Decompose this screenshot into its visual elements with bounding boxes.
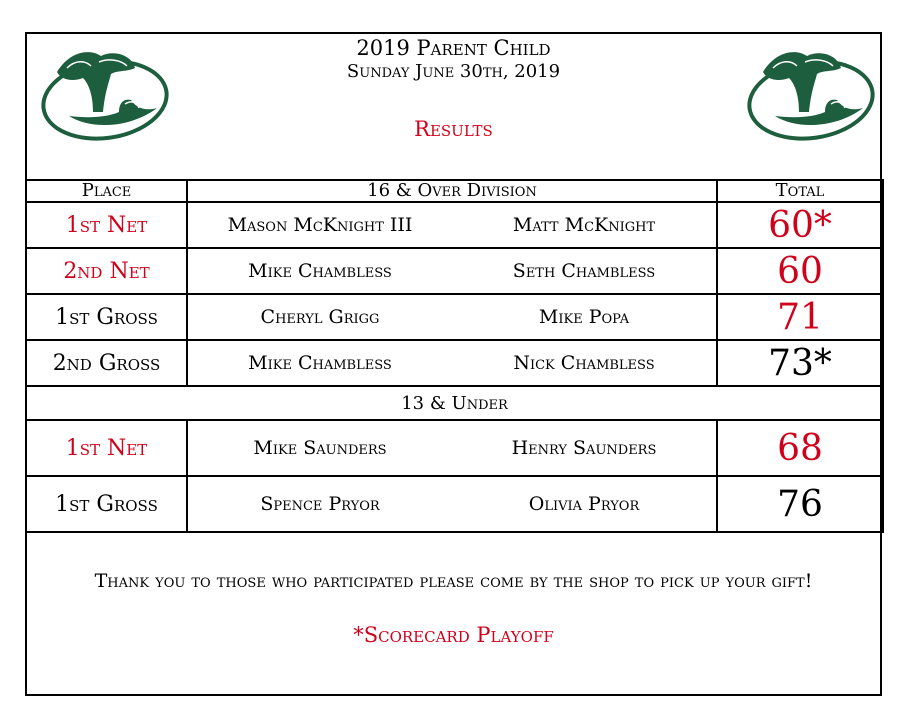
total-score: 71 <box>717 294 883 340</box>
results-heading: Results <box>414 117 493 141</box>
event-date: Sunday June 30th, 2019 <box>346 61 561 82</box>
column-header-place: Place <box>26 180 187 202</box>
parent-name: Mike Chambless <box>187 340 452 386</box>
place-cell: 1st Net <box>26 420 187 476</box>
total-score: 68 <box>717 420 883 476</box>
parent-name: Spence Pryor <box>187 476 452 532</box>
child-name: Nick Chambless <box>452 340 717 386</box>
child-name: Olivia Pryor <box>452 476 717 532</box>
child-name: Mike Popa <box>452 294 717 340</box>
event-title: 2019 Parent Child <box>356 36 551 60</box>
results-sheet <box>25 32 882 696</box>
total-score: 60* <box>717 202 883 248</box>
column-header-total: Total <box>717 180 883 202</box>
table-row <box>26 340 883 386</box>
table-row <box>26 476 883 532</box>
child-name: Seth Chambless <box>452 248 717 294</box>
place-cell: 1st Gross <box>26 294 187 340</box>
division-heading: 13 & Under <box>26 386 883 420</box>
child-name: Matt McKnight <box>452 202 717 248</box>
parent-name: Mike Chambless <box>187 248 452 294</box>
place-cell: 2nd Gross <box>26 340 187 386</box>
thank-you-message: Thank you to those who participated please come by the shop to pick up your gift! <box>94 570 813 592</box>
table-row <box>26 420 883 476</box>
column-header-division: 16 & Over Division <box>187 180 717 202</box>
total-score: 73* <box>717 340 883 386</box>
table-row <box>26 294 883 340</box>
footer <box>27 547 880 694</box>
child-name: Henry Saunders <box>452 420 717 476</box>
place-cell: 2nd Net <box>26 248 187 294</box>
parent-name: Mason McKnight III <box>187 202 452 248</box>
results-table <box>25 179 884 533</box>
table-row <box>26 248 883 294</box>
division-header-row <box>26 386 883 420</box>
parent-name: Cheryl Grigg <box>187 294 452 340</box>
table-row <box>26 202 883 248</box>
playoff-note: *Scorecard Playoff <box>353 623 554 647</box>
parent-name: Mike Saunders <box>187 420 452 476</box>
table-header-row <box>26 180 883 202</box>
place-cell: 1st Net <box>26 202 187 248</box>
total-score: 60 <box>717 248 883 294</box>
total-score: 76 <box>717 476 883 532</box>
place-cell: 1st Gross <box>26 476 187 532</box>
